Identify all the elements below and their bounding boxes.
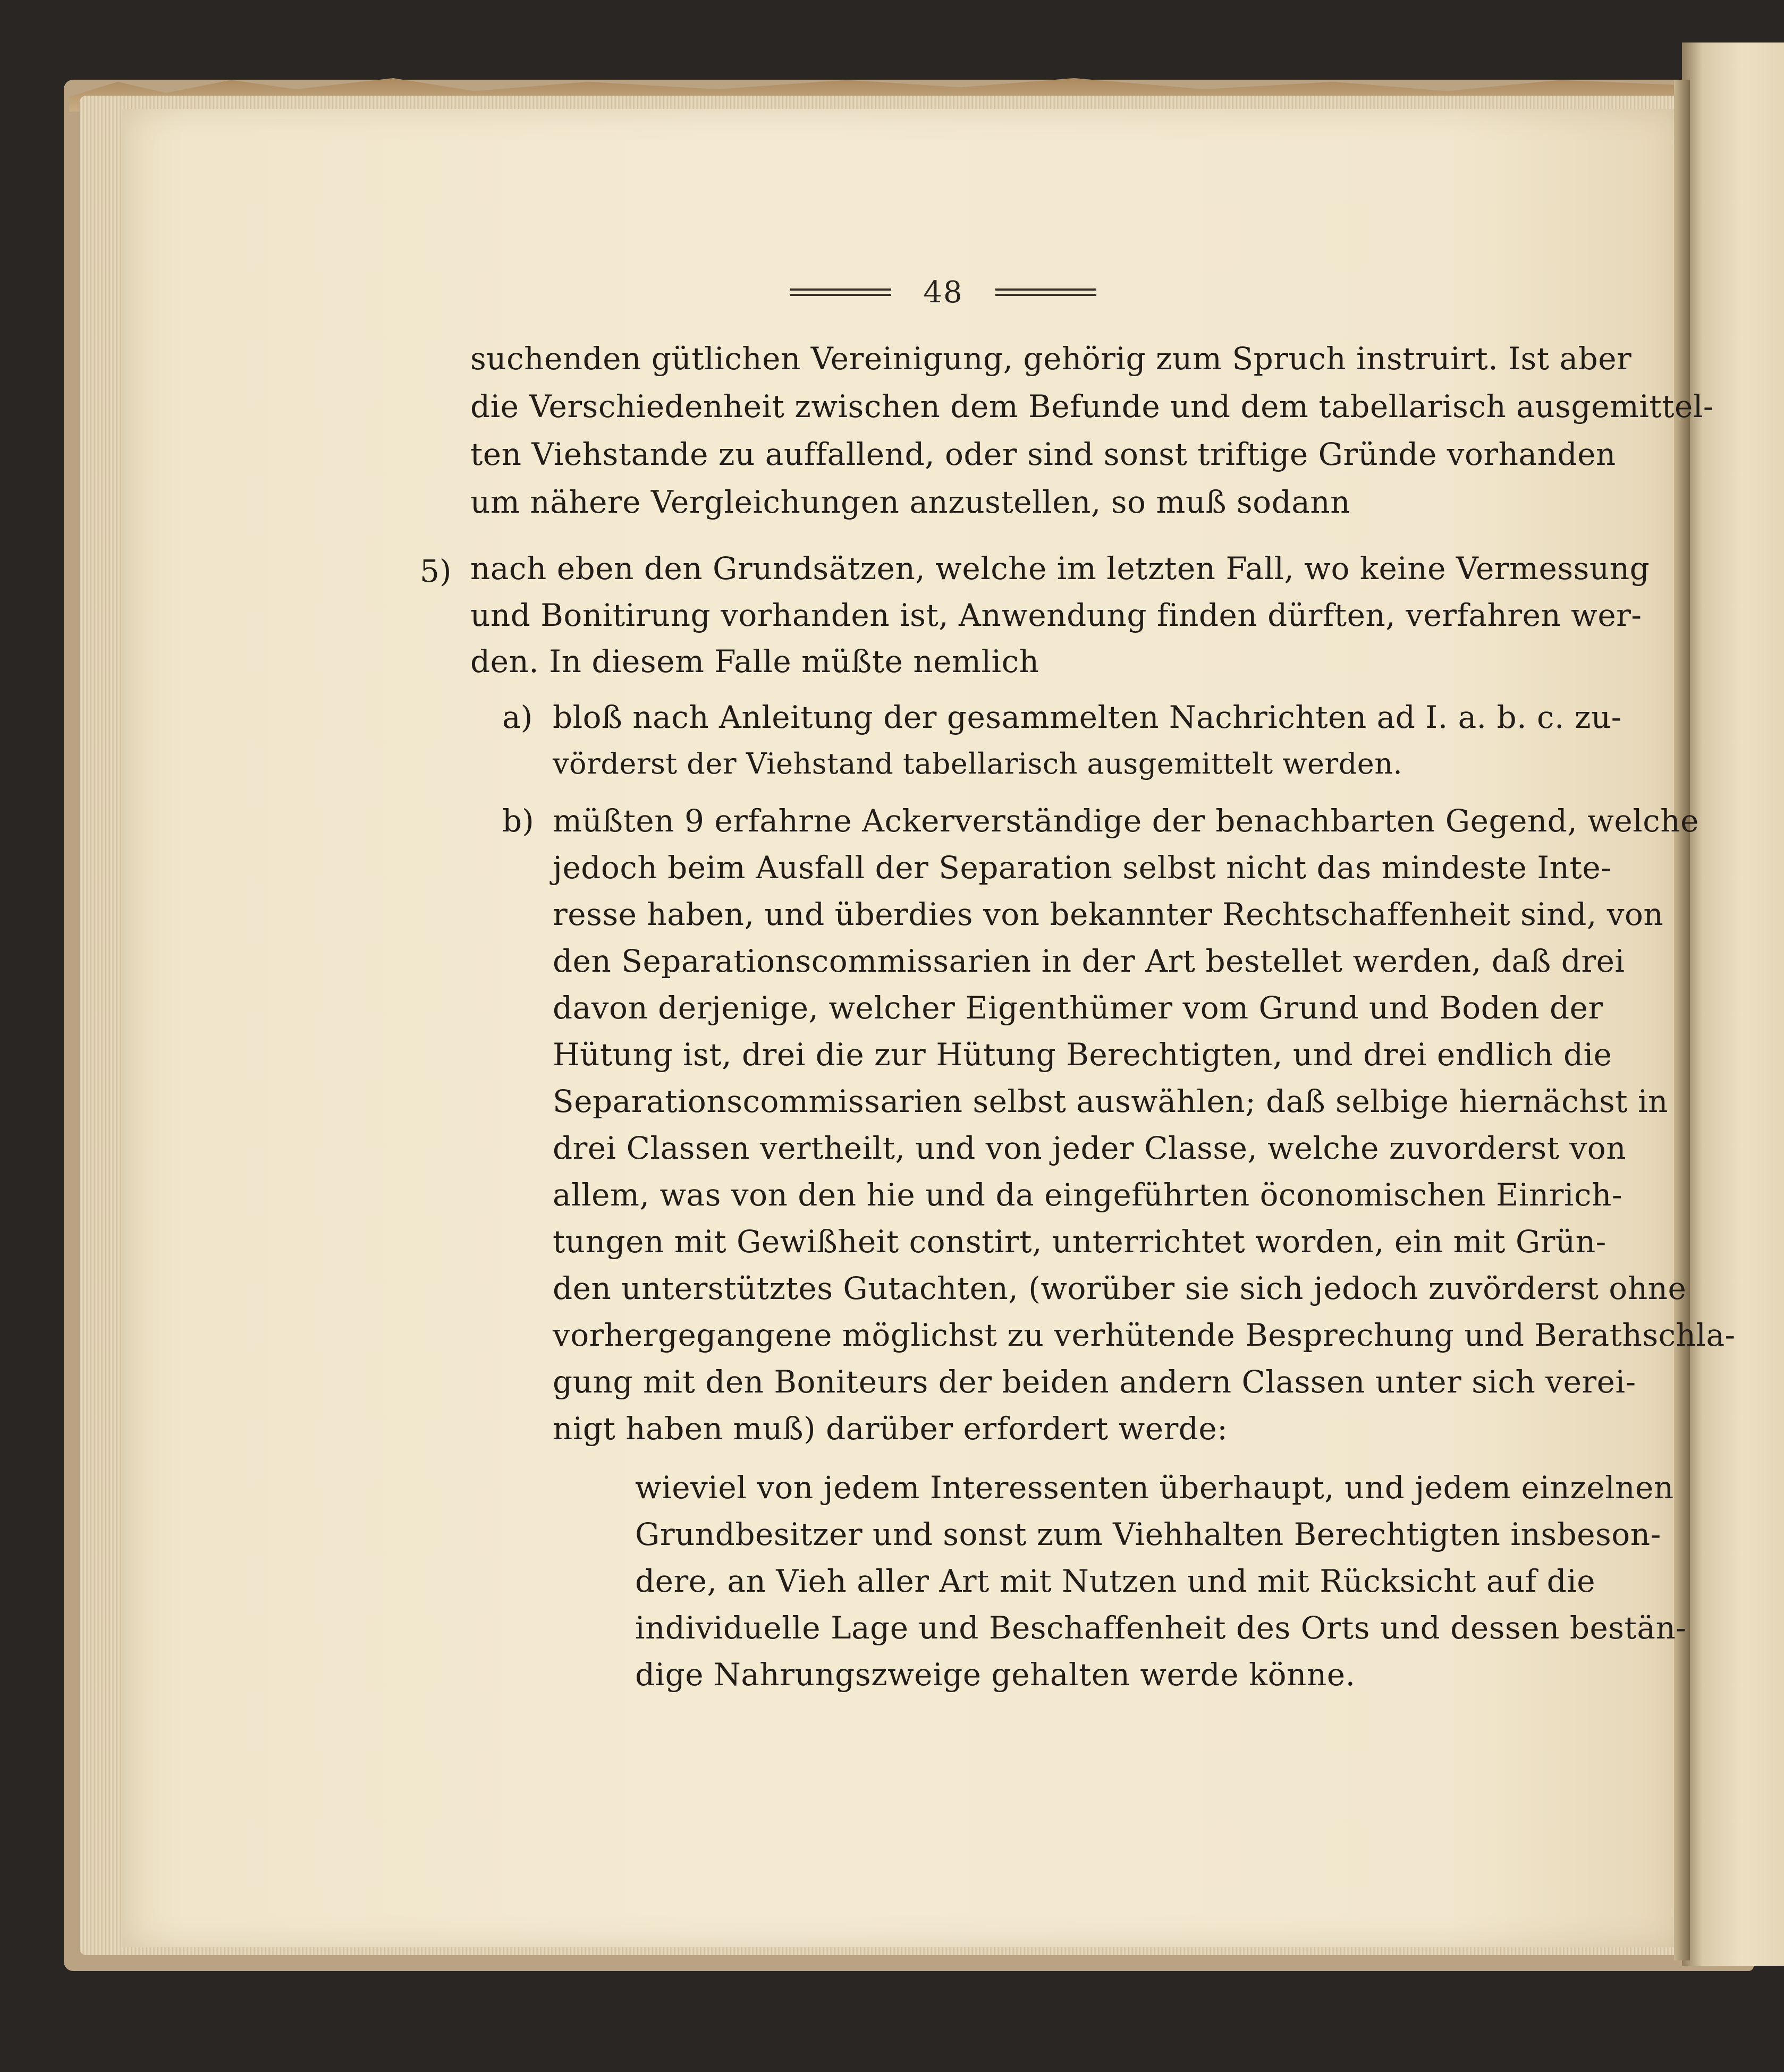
text-line: um nähere Vergleichungen anzustellen, so muß sodann xyxy=(470,484,1350,520)
text-line: tungen mit Gewißheit constirt, unterrichtet worden, ein mit Grün- xyxy=(553,1224,1607,1260)
text-line: dige Nahrungszweige gehalten werde könne. xyxy=(635,1657,1356,1693)
text-line: und Bonitirung vorhanden ist, Anwendung finden dürften, verfahren wer- xyxy=(470,597,1642,633)
text-line: davon derjenige, welcher Eigenthümer vom Grund und Boden der xyxy=(553,990,1603,1026)
item-label: a) xyxy=(502,699,533,735)
text-line: individuelle Lage und Beschaffenheit des Orts und dessen bestän- xyxy=(635,1610,1687,1646)
text-line: ten Viehstande zu auffallend, oder sind sonst triftige Gründe vorhanden xyxy=(470,436,1616,472)
text-line: Hütung ist, drei die zur Hütung Berechtigten, und drei endlich die xyxy=(553,1037,1612,1073)
text-line: Grundbesitzer und sonst zum Viehhalten Berechtigten insbeson- xyxy=(635,1516,1661,1552)
text-line: jedoch beim Ausfall der Separation selbst nicht das mindeste Inte- xyxy=(553,850,1612,886)
item-label: b) xyxy=(502,803,534,839)
text-line: den. In diesem Falle müßte nemlich xyxy=(470,643,1039,680)
page-header xyxy=(784,268,1103,316)
text-line: den unterstütztes Gutachten, (worüber sie sich jedoch zuvörderst ohne xyxy=(553,1270,1687,1306)
text-line: suchenden gütlichen Vereinigung, gehörig zum Spruch instruirt. Ist aber xyxy=(470,341,1632,377)
text-line: gung mit den Boniteurs der beiden andern Classen unter sich verei- xyxy=(553,1364,1636,1400)
text-line: bloß nach Anleitung der gesammelten Nachrichten ad I. a. b. c. zu- xyxy=(553,699,1622,735)
text-line: vorhergegangene möglichst zu verhütende Besprechung und Berathschla- xyxy=(553,1317,1736,1353)
text-line: drei Classen vertheilt, und von jeder Classe, welche zuvorderst von xyxy=(553,1130,1626,1166)
text-line: nach eben den Grundsätzen, welche im letzten Fall, wo keine Vermessung xyxy=(470,550,1650,587)
text-line: resse haben, und überdies von bekannter Rechtschaffenheit sind, von xyxy=(553,896,1664,932)
text-line: wieviel von jedem Interessenten überhaupt, und jedem einzelnen xyxy=(635,1470,1674,1506)
text-line: die Verschiedenheit zwischen dem Befunde und dem tabellarisch ausgemittel- xyxy=(470,388,1714,424)
text-line: den Separationscommissarien in der Art bestellet werden, daß drei xyxy=(553,943,1625,979)
text-line: nigt haben muß) darüber erfordert werde: xyxy=(553,1411,1228,1447)
text-line: allem, was von den hie und da eingeführten öconomischen Einrich- xyxy=(553,1177,1622,1213)
item-label: 5) xyxy=(420,553,452,589)
text-line: müßten 9 erfahrne Ackerverständige der benachbarten Gegend, welche xyxy=(553,803,1699,839)
text-line: Separationscommissarien selbst auswählen; daß selbige hiernächst in xyxy=(553,1083,1668,1119)
text-line: dere, an Vieh aller Art mit Nutzen und mit Rücksicht auf die xyxy=(635,1563,1596,1599)
header-rule-right xyxy=(995,288,1096,296)
header-rule-left xyxy=(790,288,891,296)
page-number: 48 xyxy=(923,275,963,310)
text-line: vörderst der Viehstand tabellarisch ausgemittelt werden. xyxy=(553,747,1403,780)
